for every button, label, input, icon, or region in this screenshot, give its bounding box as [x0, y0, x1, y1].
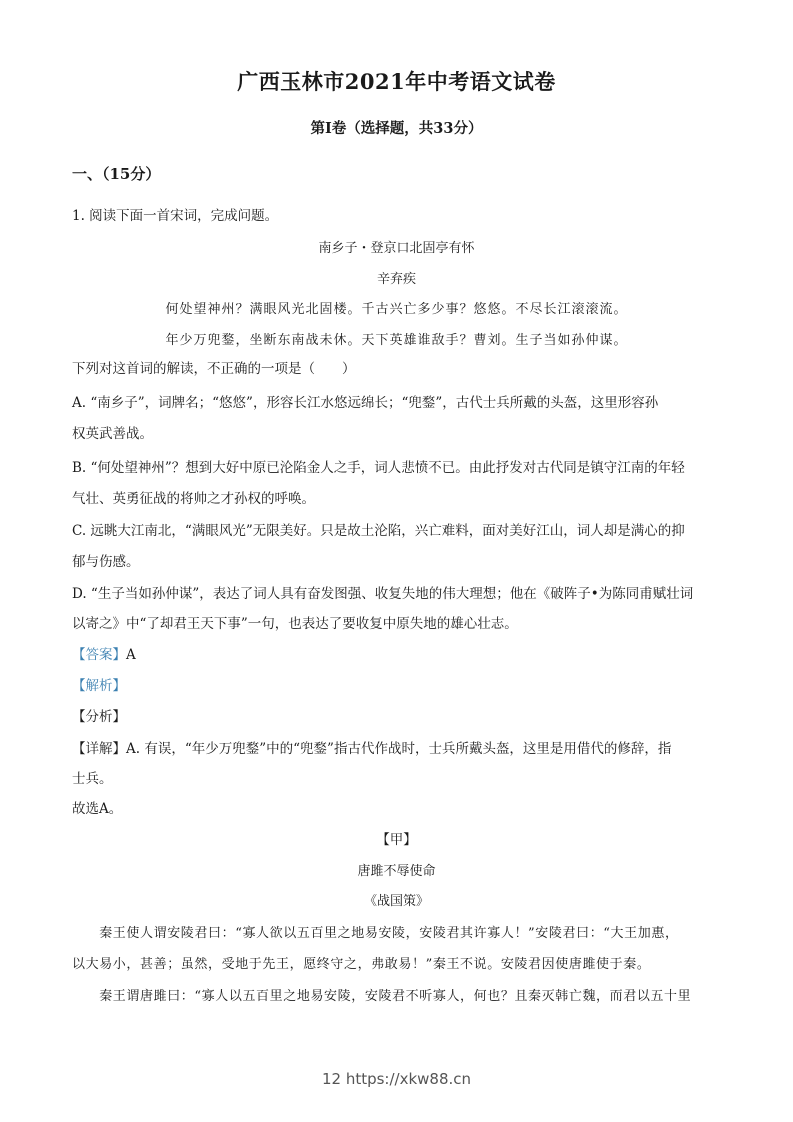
option-b-line: 气壮、英勇征战的将帅之才孙权的呼唤。 — [72, 491, 315, 507]
answer-label: 【答案】 — [72, 647, 126, 663]
poem-title: 南乡子・登京口北固亭有怀 — [318, 241, 475, 256]
passage-line: 秦王使人谓安陵君曰：“寡人欲以五百里之地易安陵，安陵君其许寡人！”安陵君曰：“大王加惠， — [72, 926, 679, 941]
exam-title: 广西玉林市2021年中考语文试卷 — [237, 69, 556, 94]
option-d-line: 以寄之》中“了却君王天下事”一句，也表达了要收复中原失地的雄心壮志。 — [72, 616, 518, 632]
option-c-line: C. 远眺大江南北，“满眼风光”无限美好。只是故土沦陷，兴亡难料，面对美好江山，词人却是满心的抑 — [72, 523, 685, 539]
detail-text: A. 有误，“年少万兜鍪”中的“兜鍪”指古代作战时，士兵所戴头盔，这里是用借代的修辞，指 — [126, 741, 672, 757]
fenxi-label: 【分析】 — [72, 709, 126, 725]
answer-row — [72, 643, 136, 663]
conclusion: 故选A。 — [72, 801, 123, 817]
analysis-label: 【解析】 — [72, 678, 126, 694]
question-prompt: 1. 阅读下面一首宋词，完成问题。 — [72, 208, 279, 224]
detail-text-cont: 士兵。 — [72, 771, 113, 787]
detail-label: 【详解】 — [72, 741, 126, 757]
question-stem: 下列对这首词的解读，不正确的一项是（ ） — [72, 361, 356, 377]
section-heading: 一、（15分） — [72, 165, 161, 183]
option-d-line: D. “生子当如孙仲谋”，表达了词人具有奋发图强、收复失地的伟大理想；他在《破阵子•为陈同甫赋壮词 — [72, 586, 694, 602]
passage-line: 秦王谓唐雎曰：“寡人以五百里之地易安陵，安陵君不听寡人，何也？且秦灭韩亡魏，而君以五十里 — [72, 989, 692, 1004]
option-c-line: 郁与伤感。 — [72, 554, 140, 570]
poem-author: 辛弃疾 — [376, 272, 416, 287]
poem-line: 年少万兜鍪，坐断东南战未休。天下英雄谁敌手？曹刘。生子当如孙仲谋。 — [165, 333, 628, 348]
answer-value: A — [126, 647, 136, 663]
poem-line: 何处望神州？满眼风光北固楼。千古兴亡多少事？悠悠。不尽长江滚滚流。 — [165, 302, 628, 317]
passage-title: 唐雎不辱使命 — [357, 864, 436, 879]
exam-subtitle: 第Ⅰ卷（选择题，共33分） — [310, 120, 483, 137]
detail-row — [72, 737, 671, 757]
page-footer: 12 https://xkw88.cn — [321, 1070, 472, 1088]
passage-source: 《战国策》 — [363, 894, 429, 909]
option-a-line: 权英武善战。 — [72, 426, 153, 442]
passage-marker: 【甲】 — [376, 832, 417, 848]
option-a-line: A. “南乡子”，词牌名；“悠悠”，形容长江水悠远绵长；“兜鍪”，古代士兵所戴的头盔，这里形容孙 — [72, 395, 659, 411]
passage-line: 以大易小，甚善；虽然，受地于先王，愿终守之，弗敢易！”秦王不说。安陵君因使唐雎使于秦。 — [72, 957, 651, 972]
option-b-line: B. “何处望神州”？想到大好中原已沦陷金人之手，词人悲愤不已。由此抒发对古代同是镇守江南的年轻 — [72, 460, 685, 476]
